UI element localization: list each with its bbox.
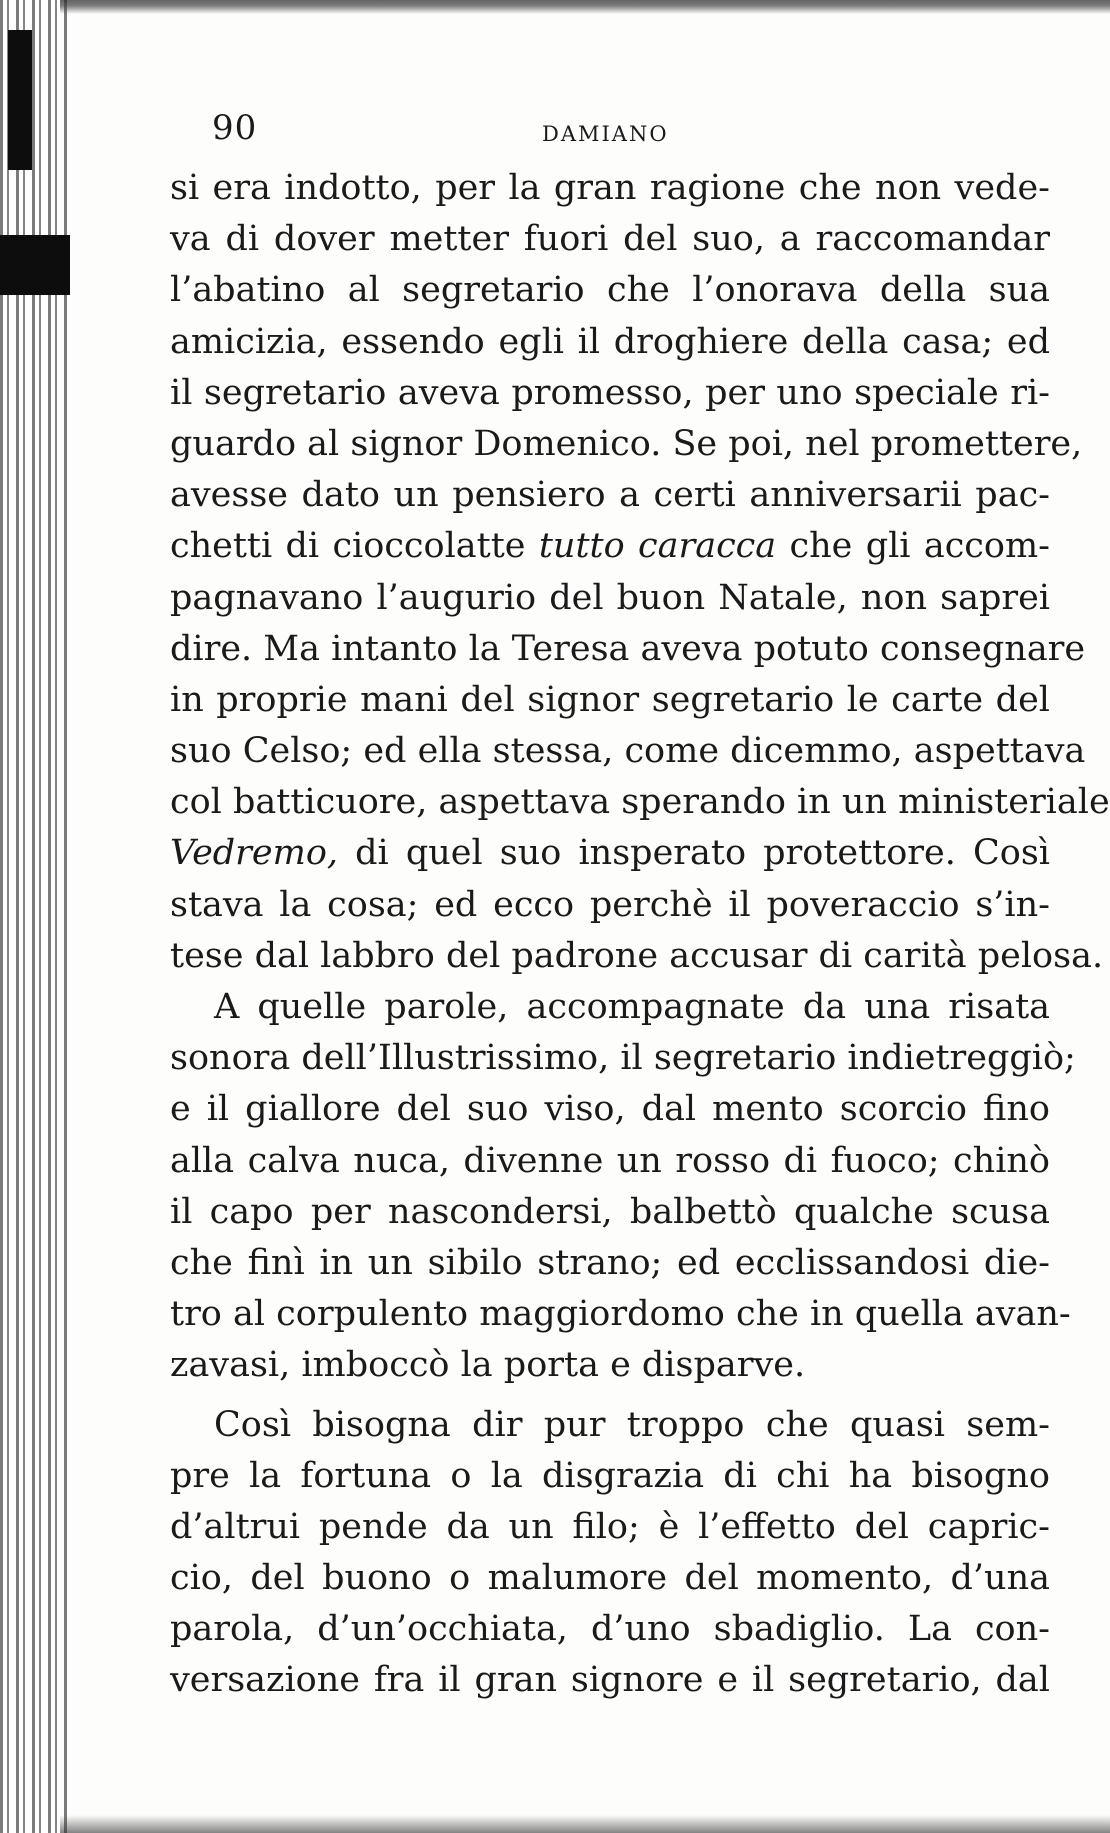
text-line-mixed [170, 521, 1050, 572]
text-line: in proprie mani del signor segretario le carte del [170, 679, 1050, 720]
text-line: dire. Ma intanto la Teresa aveva potuto consegnare [170, 628, 1086, 669]
text-line: si era indotto, per la gran ragione che non vede- [170, 168, 1050, 208]
paragraph-start-line: A quelle parole, accompagnate da una risata [214, 987, 1050, 1027]
text-line: pagnavano l’augurio del buon Natale, non saprei [170, 577, 1050, 618]
text-line: l’abatino al segretario che l’onorava della sua [170, 270, 1050, 311]
text-line: d’altrui pende da un filo; è l’effetto del capric- [170, 1506, 1050, 1547]
text-segment: chetti di cioccolatte [170, 526, 526, 567]
text-line: amicizia, essendo egli il droghiere della casa; ed [170, 321, 1050, 362]
top-page-edge [60, 0, 1110, 14]
body-text [170, 163, 1110, 1707]
text-line: suo Celso; ed ella stessa, come dicemmo, aspettava [170, 731, 1086, 772]
text-line: cio, del buono o malumore del momento, d’una [170, 1558, 1050, 1599]
text-line: e il giallore del suo viso, dal mento scorcio fino [170, 1089, 1050, 1130]
italic-phrase: Vedremo, [170, 833, 339, 874]
binding-shadow [8, 30, 32, 170]
page-number: 90 [212, 108, 258, 148]
text-line: parola, d’un’occhiata, d’uno sbadiglio. La con- [170, 1609, 1050, 1650]
text-segment: di quel suo insperato protettore. Così [355, 833, 1050, 874]
text-line: zavasi, imboccò la porta e disparve. [170, 1345, 806, 1386]
text-line: tese dal labbro del padrone accusar di carità pelosa. [170, 935, 1104, 976]
text-line: il segretario aveva promesso, per uno speciale ri- [170, 372, 1050, 413]
text-line: tro al corpulento maggiordomo che in quella avan- [170, 1294, 1071, 1335]
italic-phrase: tutto caracca [538, 526, 777, 567]
paragraph-start-line: Così bisogna dir pur troppo che quasi sem- [214, 1404, 1050, 1445]
text-line: avesse dato un pensiero a certi anniversarii pac- [170, 475, 1050, 516]
text-line: alla calva nuca, divenne un rosso di fuoco; chinò [170, 1140, 1050, 1181]
text-line: versazione fra il gran signore e il segretario, dal [170, 1660, 1050, 1701]
text-line: col batticuore, aspettava sperando in un ministeriale [170, 782, 1110, 823]
text-line: va di dover metter fuori del suo, a raccomandar [170, 219, 1050, 260]
text-line: il capo per nascondersi, balbettò qualche scusa [170, 1191, 1050, 1232]
text-line: guardo al signor Domenico. Se poi, nel promettere, [170, 423, 1083, 464]
page-header [212, 108, 972, 158]
text-line: stava la cosa; ed ecco perchè il poveraccio s’in- [170, 884, 1050, 925]
text-line: che finì in un sibilo strano; ed ecclissandosi die- [170, 1242, 1050, 1283]
text-line-mixed [170, 828, 1050, 879]
text-line: pre la fortuna o la disgrazia di chi ha bisogno [170, 1455, 1050, 1496]
bottom-page-edge [60, 1815, 1110, 1833]
text-segment: che gli accom- [789, 526, 1050, 567]
running-head: DAMIANO [542, 122, 669, 146]
text-line: sonora dell’Illustrissimo, il segretario indietreggiò; [170, 1038, 1076, 1079]
binding-shadow [0, 235, 70, 295]
